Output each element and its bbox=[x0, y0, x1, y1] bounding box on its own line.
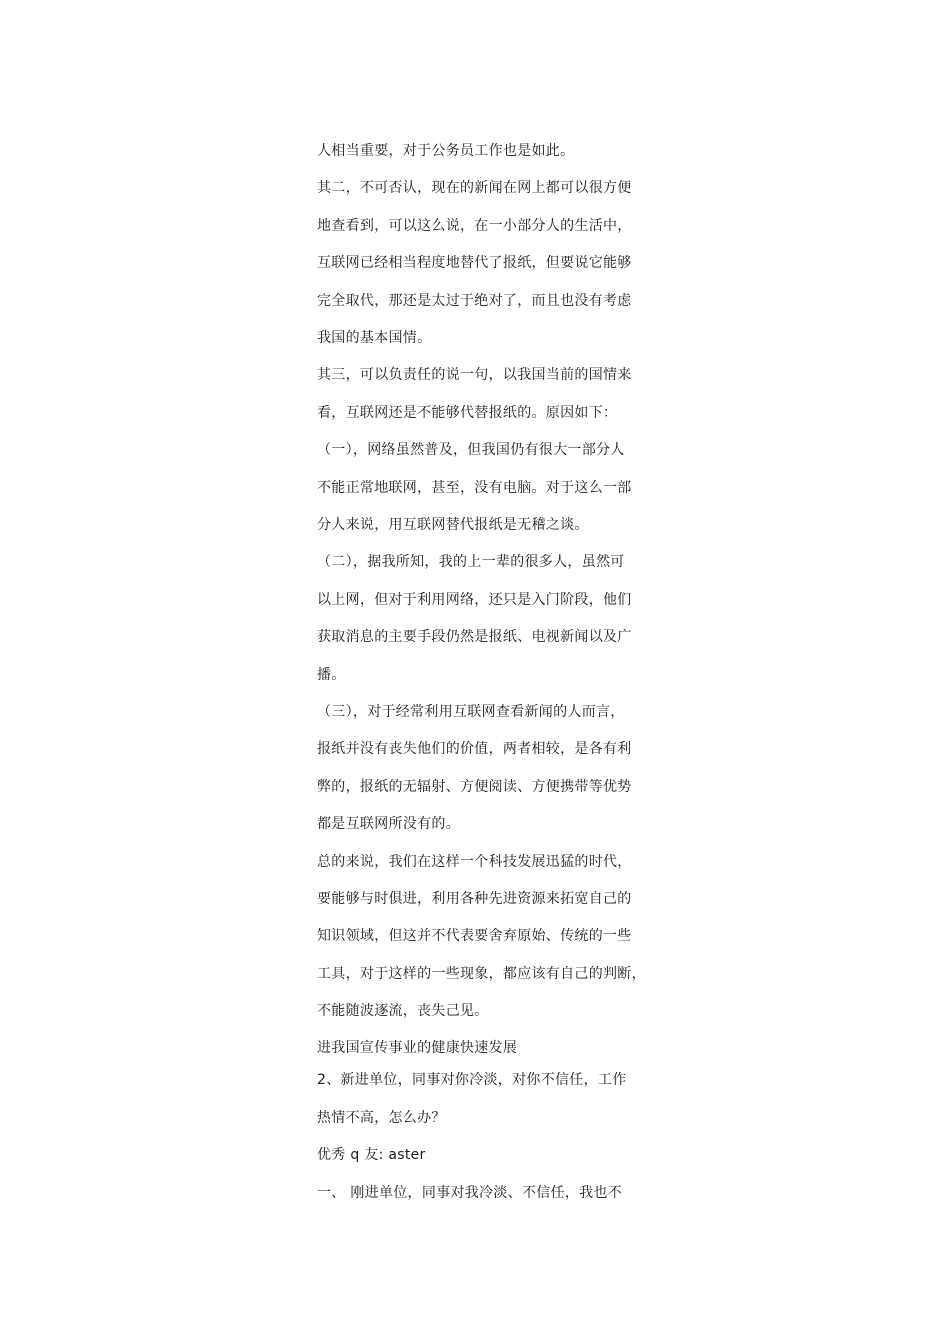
text-line: 我国的基本国情。 bbox=[317, 330, 432, 346]
text-line: 一、 刚进单位，同事对我冷淡、不信任，我也不 bbox=[317, 1185, 623, 1201]
text-line: 总的来说，我们在这样一个科技发展迅猛的时代， bbox=[317, 854, 632, 870]
text-line: 完全取代，那还是太过于绝对了，而且也没有考虑 bbox=[317, 293, 632, 309]
text-line: 知识领域，但这并不代表要舍弃原始、传统的一些 bbox=[317, 928, 632, 944]
text-line: 看，互联网还是不能够代替报纸的。原因如下： bbox=[317, 405, 618, 421]
text-line: 其二，不可否认，现在的新闻在网上都可以很方便 bbox=[317, 180, 632, 196]
text-line: 2、新进单位，同事对你冷淡，对你不信任，工作 bbox=[317, 1072, 627, 1088]
text-line: 热情不高，怎么办？ bbox=[317, 1110, 446, 1126]
text-line: 不能随波逐流，丧失己见。 bbox=[317, 1003, 489, 1019]
text-line: （三），对于经常利用互联网查看新闻的人而言， bbox=[317, 704, 625, 720]
text-line: 优秀 q 友: aster bbox=[317, 1147, 426, 1163]
text-line: 分人来说，用互联网替代报纸是无稽之谈。 bbox=[317, 517, 589, 533]
text-line: 获取消息的主要手段仍然是报纸、电视新闻以及广 bbox=[317, 629, 632, 645]
text-line: （二），据我所知，我的上一辈的很多人，虽然可 bbox=[317, 554, 625, 570]
text-line: 以上网，但对于利用网络，还只是入门阶段，他们 bbox=[317, 592, 632, 608]
text-line: 工具，对于这样的一些现象，都应该有自己的判断， bbox=[317, 966, 646, 982]
text-line: 进我国宣传事业的健康快速发展 bbox=[317, 1040, 518, 1056]
text-line: 要能够与时俱进，利用各种先进资源来拓宽自己的 bbox=[317, 891, 632, 907]
text-line: （一），网络虽然普及，但我国仍有很大一部分人 bbox=[317, 442, 625, 458]
text-line: 都是互联网所没有的。 bbox=[317, 816, 460, 832]
text-line: 弊的，报纸的无辐射、方便阅读、方便携带等优势 bbox=[317, 779, 632, 795]
text-line: 报纸并没有丧失他们的价值，两者相较，是各有利 bbox=[317, 741, 632, 757]
text-line: 人相当重要，对于公务员工作也是如此。 bbox=[317, 143, 575, 159]
text-line: 地查看到，可以这么说，在一小部分人的生活中， bbox=[317, 218, 632, 234]
text-line: 互联网已经相当程度地替代了报纸，但要说它能够 bbox=[317, 255, 632, 271]
text-line: 播。 bbox=[317, 667, 346, 683]
text-line: 其三，可以负责任的说一句，以我国当前的国情来 bbox=[317, 367, 632, 383]
text-line: 不能正常地联网，甚至，没有电脑。对于这么一部 bbox=[317, 480, 632, 496]
